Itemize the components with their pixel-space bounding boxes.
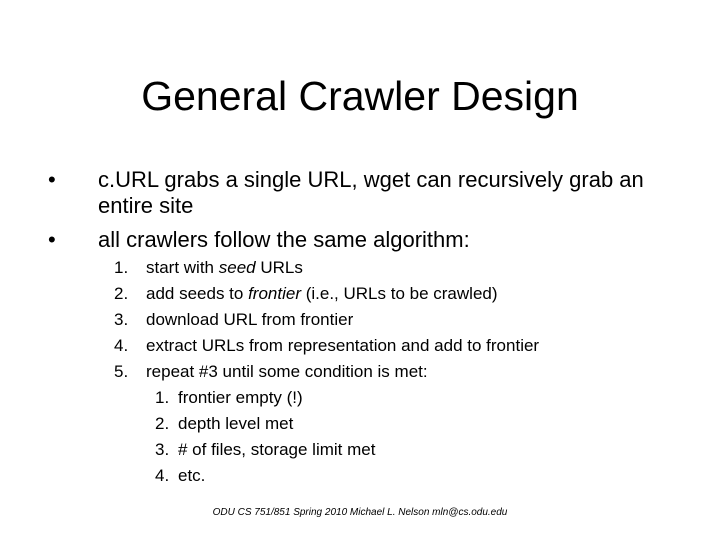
step-number: 3. <box>114 310 129 329</box>
bullet-text: all crawlers follow the same algorithm: <box>98 227 470 252</box>
step-text: start with seed URLs <box>146 258 303 277</box>
step-number: 2. <box>114 284 129 303</box>
condition-number: 3. <box>155 440 170 459</box>
slide-footer: ODU CS 751/851 Spring 2010 Michael L. Nelson mln@cs.odu.edu <box>212 507 508 518</box>
bullet-text: c.URL grabs a single URL, wget can recursively grab an entire site <box>98 167 644 218</box>
condition-text: depth level met <box>178 414 294 433</box>
condition-text: frontier empty (!) <box>178 388 303 407</box>
condition-number: 2. <box>155 414 170 433</box>
step-number: 5. <box>114 362 129 381</box>
step-number: 4. <box>114 336 129 355</box>
bullet-marker: • <box>48 167 56 192</box>
condition-text: # of files, storage limit met <box>178 440 376 459</box>
step-text: add seeds to frontier (i.e., URLs to be crawled) <box>146 284 498 303</box>
condition-text: etc. <box>178 466 206 485</box>
step-text: extract URLs from representation and add to frontier <box>146 336 540 355</box>
step-text: repeat #3 until some condition is met: <box>146 362 428 381</box>
slide-title: General Crawler Design <box>141 73 579 119</box>
condition-number: 1. <box>155 388 170 407</box>
step-number: 1. <box>114 258 129 277</box>
condition-number: 4. <box>155 466 170 485</box>
step-emphasis: seed <box>218 258 256 277</box>
step-emphasis: frontier <box>248 284 301 303</box>
step-text: download URL from frontier <box>146 310 354 329</box>
bullet-marker: • <box>48 227 56 252</box>
